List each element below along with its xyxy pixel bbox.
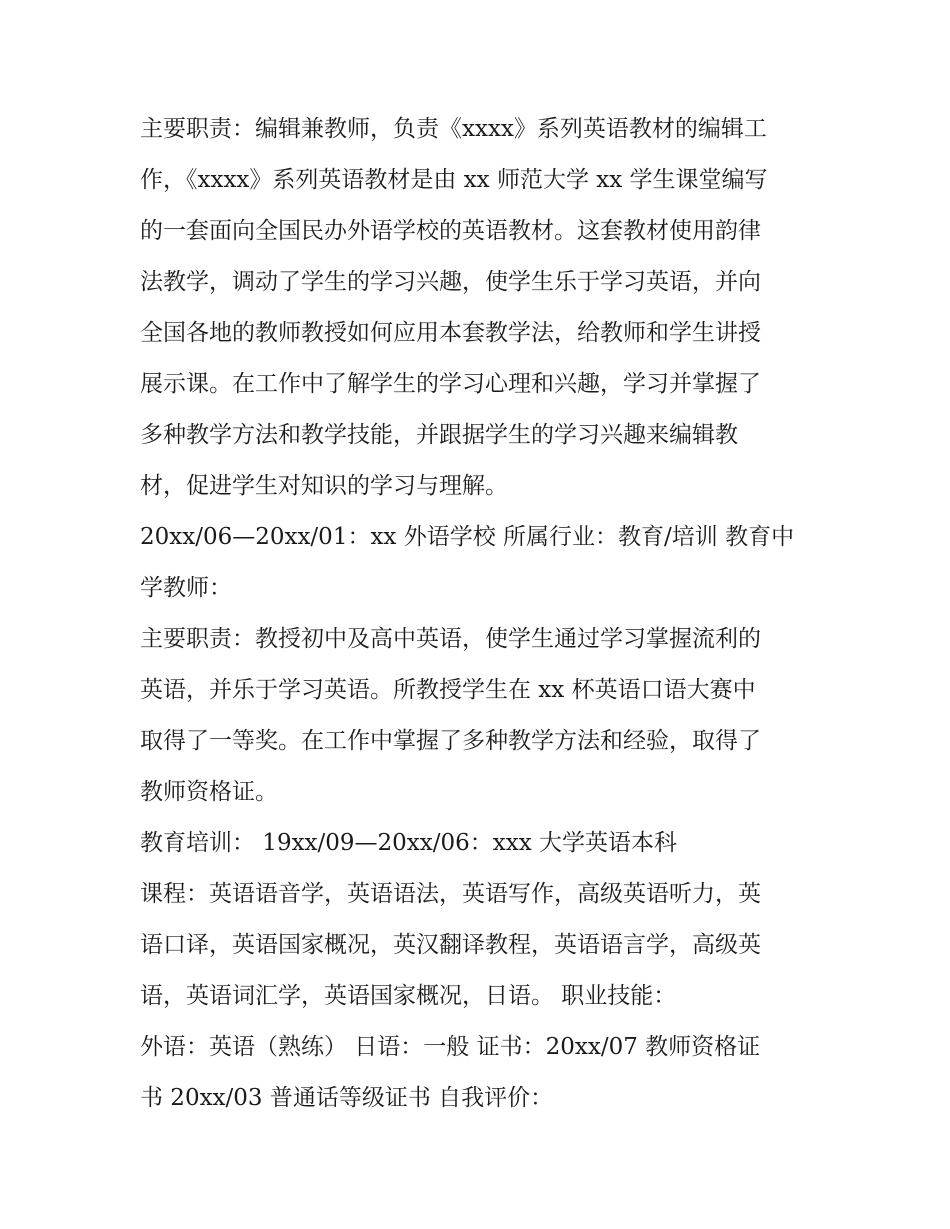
text-line: 外语：英语（熟练） 日语：一般 证书：20xx/07 教师资格证	[140, 1034, 761, 1060]
text-line: 语口译，英语国家概况，英汉翻译教程，英语语言学，高级英	[140, 932, 761, 958]
text-line: 20xx/06—20xx/01：xx 外语学校 所属行业：教育/培训 教育中	[140, 524, 795, 550]
text-line: 书 20xx/03 普通话等级证书 自我评价：	[140, 1085, 554, 1111]
text-line: 语，英语词汇学，英语国家概况，日语。 职业技能：	[140, 983, 677, 1009]
text-line: 法教学，调动了学生的学习兴趣，使学生乐于学习英语，并向	[140, 269, 761, 295]
text-line: 课程：英语语音学，英语语法，英语写作，高级英语听力，英	[140, 881, 761, 907]
document-body	[140, 104, 820, 1124]
text-line: 展示课。在工作中了解学生的学习心理和兴趣，学习并掌握了	[140, 371, 761, 397]
text-line: 教育培训： 19xx/09—20xx/06：xxx 大学英语本科	[140, 830, 677, 856]
text-line: 取得了一等奖。在工作中掌握了多种教学方法和经验，取得了	[140, 728, 761, 754]
text-line: 学教师：	[140, 575, 232, 601]
text-line: 材，促进学生对知识的学习与理解。	[140, 473, 508, 499]
text-line: 英语，并乐于学习英语。所教授学生在 xx 杯英语口语大赛中	[140, 677, 756, 703]
text-line: 的一套面向全国民办外语学校的英语教材。这套教材使用韵律	[140, 218, 761, 244]
text-line: 教师资格证。	[140, 779, 278, 805]
text-line: 多种教学方法和教学技能，并跟据学生的学习兴趣来编辑教	[140, 422, 738, 448]
text-line: 全国各地的教师教授如何应用本套教学法，给教师和学生讲授	[140, 320, 761, 346]
text-line: 主要职责：教授初中及高中英语，使学生通过学习掌握流利的	[140, 626, 761, 652]
text-line: 作，《xxxx》系列英语教材是由 xx 师范大学 xx 学生课堂编写	[140, 167, 768, 193]
text-line: 主要职责：编辑兼教师，负责《xxxx》系列英语教材的编辑工	[140, 116, 767, 142]
